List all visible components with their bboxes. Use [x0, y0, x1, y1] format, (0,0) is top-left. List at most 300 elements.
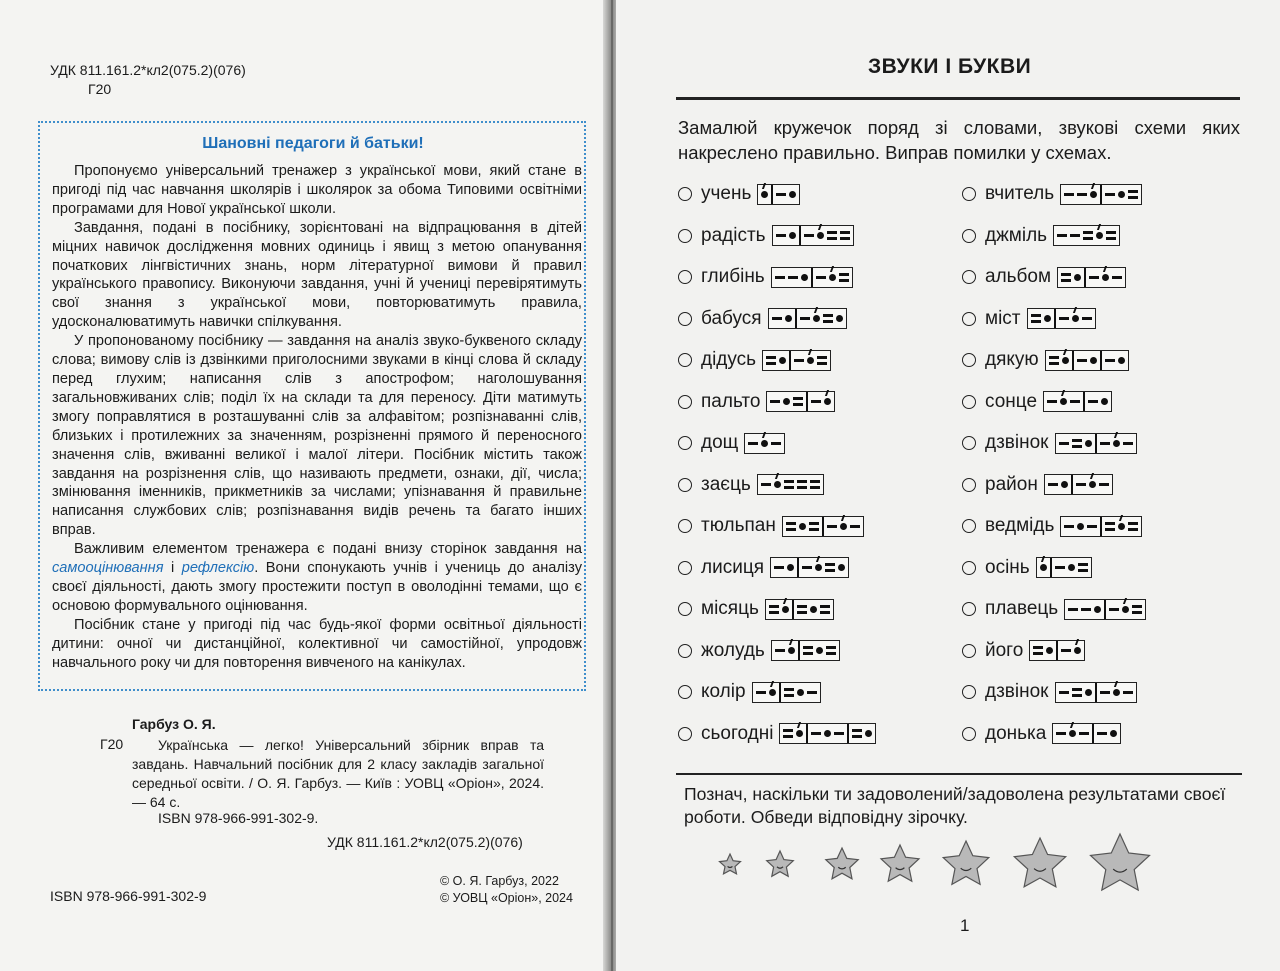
highlight-self-assessment: самооцінювання	[52, 560, 164, 577]
scheme-symbol-dot	[1118, 357, 1125, 364]
preface-paragraph: У пропонованому посібнику — завдання на аналіз звуко-буквеного складу слова; вимову слів із дзвінкими приголосними звуками в кінці слова й складу перед глухим; написання слів з апострофом; наголошування загальновживаних слів; поділ їх на склади та для переносу. Діти матимуть змогу поправлятися в розташуванні слів за алфавітом; розпізнаванні слів, близьких і протилежних за значенням, розрізненні прямого й переносного значення слів, вживанні великої і малої літери. Посібник містить також завдання на розрізнення слів, що називають предмети, ознаки, дії, числа; змінювання іменників, прикметників за числами; упізнавання й правильне написання службових слів; розпізнавання видів речень та багато інших вправ.	[52, 333, 582, 539]
sound-scheme[interactable]	[771, 267, 853, 288]
scheme-symbol-bar	[795, 309, 797, 328]
word-label: дзвінок	[985, 432, 1049, 453]
word-item	[962, 265, 1126, 289]
scheme-symbol-dash	[776, 193, 786, 196]
scheme-symbol-bar	[806, 724, 808, 743]
word-label: джміль	[985, 224, 1048, 246]
scheme-symbol-acc	[1122, 606, 1129, 613]
scheme-symbol-eq	[810, 480, 820, 489]
rating-star-icon[interactable]	[1014, 838, 1065, 887]
scheme-symbol-eq	[786, 522, 796, 531]
udk-code-bottom: УДК 811.161.2*кл2(075.2)(076)	[327, 834, 523, 850]
scheme-symbol-dot	[816, 647, 823, 654]
word-item	[962, 514, 1142, 538]
sound-scheme[interactable]	[757, 474, 824, 495]
answer-circle[interactable]	[678, 685, 692, 699]
scheme-symbol-dot	[797, 689, 804, 696]
scheme-symbol-acc	[782, 606, 789, 613]
scheme-symbol-dot	[1068, 564, 1075, 571]
word-item	[678, 431, 785, 455]
word-item	[962, 722, 1121, 746]
index-code-bottom: Г20	[100, 736, 124, 752]
scheme-symbol-eq	[1061, 273, 1071, 282]
word-item	[678, 348, 831, 372]
word-item	[678, 597, 834, 621]
sound-scheme[interactable]	[1064, 599, 1146, 620]
copyright-publisher: © УОВЦ «Оріон», 2024	[440, 891, 573, 905]
answer-circle[interactable]	[678, 519, 692, 533]
sound-scheme[interactable]	[752, 682, 821, 703]
rating-star-icon[interactable]	[943, 841, 989, 884]
task-instruction: Замалюй кружечок поряд зі словами, звукові схеми яких накреслено правильно. Виправ помилки у схемах.	[678, 117, 1240, 163]
scheme-symbol-dash	[1123, 442, 1133, 445]
answer-circle[interactable]	[678, 312, 692, 326]
scheme-symbol-bar	[1100, 351, 1102, 370]
scheme-symbol-acc	[840, 523, 847, 530]
sound-scheme[interactable]	[765, 599, 834, 620]
rating-stars	[700, 820, 1240, 910]
word-label: його	[985, 639, 1024, 661]
answer-circle[interactable]	[678, 270, 692, 284]
scheme-symbol-acc	[1102, 274, 1109, 281]
scheme-symbol-dot	[1090, 357, 1097, 364]
scheme-symbol-dash	[1047, 400, 1057, 403]
answer-circle[interactable]	[962, 602, 976, 616]
scheme-symbol-eq	[1078, 563, 1088, 572]
scheme-symbol-dash	[1109, 608, 1119, 611]
scheme-symbol-acc	[807, 357, 814, 364]
scheme-symbol-dash	[788, 276, 798, 279]
sound-scheme[interactable]	[762, 350, 831, 371]
scheme-symbol-dash	[771, 442, 781, 445]
answer-circle[interactable]	[678, 727, 692, 741]
answer-circle[interactable]	[678, 644, 692, 658]
answer-circle[interactable]	[962, 436, 976, 450]
sound-scheme[interactable]	[1036, 557, 1092, 578]
word-item	[962, 597, 1146, 621]
scheme-symbol-bar	[1095, 434, 1097, 453]
scheme-symbol-dot	[865, 730, 872, 737]
word-label: вчитель	[985, 183, 1055, 204]
copyright-author: © О. Я. Гарбуз, 2022	[440, 874, 559, 888]
word-item	[678, 680, 821, 704]
scheme-symbol-bar	[789, 351, 791, 370]
scheme-symbol-dash	[1100, 442, 1110, 445]
word-item	[678, 390, 835, 414]
scheme-symbol-dash	[850, 525, 860, 528]
scheme-symbol-acc	[1074, 647, 1081, 654]
scheme-symbol-eq	[827, 231, 837, 240]
scheme-symbol-acc	[788, 647, 795, 654]
scheme-symbol-dot	[799, 523, 806, 530]
scheme-symbol-dash	[1123, 691, 1133, 694]
word-item	[678, 639, 840, 663]
scheme-symbol-acc	[813, 315, 820, 322]
scheme-symbol-dash	[827, 525, 837, 528]
sound-scheme[interactable]	[1044, 474, 1113, 495]
scheme-symbol-eq	[1105, 522, 1115, 531]
word-label: радість	[701, 224, 766, 246]
scheme-symbol-dot	[1061, 481, 1068, 488]
word-item	[962, 390, 1112, 414]
rating-star-icon[interactable]	[720, 854, 741, 874]
scheme-symbol-bar	[847, 724, 849, 743]
answer-circle[interactable]	[678, 602, 692, 616]
scheme-symbol-bar	[1050, 558, 1052, 577]
scheme-symbol-eq	[1049, 356, 1059, 365]
answer-circle[interactable]	[962, 312, 976, 326]
word-label: донька	[985, 722, 1047, 744]
scheme-symbol-acc	[769, 689, 776, 696]
scheme-symbol-dash	[807, 691, 817, 694]
sound-scheme[interactable]	[1053, 225, 1120, 246]
scheme-symbol-eq	[1031, 314, 1041, 323]
scheme-symbol-eq	[1128, 522, 1138, 531]
word-label: заєць	[701, 473, 751, 495]
answer-circle[interactable]	[678, 187, 692, 201]
scheme-symbol-dot	[810, 606, 817, 613]
sound-scheme[interactable]	[766, 391, 835, 412]
scheme-symbol-acc	[1113, 440, 1120, 447]
index-code-top: Г20	[88, 81, 112, 97]
scheme-symbol-bar	[1092, 724, 1094, 743]
scheme-symbol-dash	[834, 732, 844, 735]
scheme-symbol-dash	[1087, 525, 1097, 528]
scheme-symbol-acc	[796, 730, 803, 737]
section-title: ЗВУКИ І БУКВИ	[868, 55, 1032, 78]
scheme-symbol-bar	[822, 517, 824, 536]
scheme-symbol-dot	[789, 232, 796, 239]
scheme-symbol-eq	[1132, 605, 1142, 614]
scheme-symbol-acc	[817, 232, 824, 239]
scheme-symbol-dash	[772, 317, 782, 320]
scheme-symbol-dash	[1081, 608, 1091, 611]
scheme-symbol-bar	[1084, 268, 1086, 287]
title-rule	[676, 97, 1240, 100]
isbn-line: ISBN 978-966-991-302-9.	[158, 810, 319, 826]
scheme-symbol-dash	[1059, 317, 1069, 320]
word-item	[678, 556, 849, 580]
scheme-symbol-bar	[1100, 185, 1102, 204]
scheme-symbol-dash	[1064, 525, 1074, 528]
answer-circle[interactable]	[678, 478, 692, 492]
answer-circle[interactable]	[962, 353, 976, 367]
self-assessment-rule	[676, 773, 1242, 775]
sound-scheme[interactable]	[771, 640, 840, 661]
scheme-symbol-eq	[1106, 231, 1116, 240]
scheme-symbol-bar	[799, 226, 801, 245]
scheme-symbol-dot	[785, 315, 792, 322]
scheme-symbol-acc	[1040, 564, 1047, 571]
sound-scheme[interactable]	[779, 723, 876, 744]
scheme-symbol-dash	[800, 317, 810, 320]
sound-scheme[interactable]	[1029, 640, 1085, 661]
scheme-symbol-eq	[784, 688, 794, 697]
sound-scheme[interactable]	[782, 516, 864, 537]
scheme-symbol-bar	[779, 683, 781, 702]
scheme-symbol-dash	[1089, 276, 1099, 279]
word-label: осінь	[985, 556, 1030, 578]
word-label: сонце	[985, 390, 1038, 412]
answer-circle[interactable]	[962, 561, 976, 575]
scheme-symbol-bar	[1072, 351, 1074, 370]
word-item	[678, 224, 854, 248]
scheme-symbol-acc	[829, 274, 836, 281]
scheme-symbol-dot	[1085, 689, 1092, 696]
scheme-symbol-dot	[779, 357, 786, 364]
scheme-symbol-eq	[823, 314, 833, 323]
scheme-symbol-bar	[792, 600, 794, 619]
sound-scheme[interactable]	[1027, 308, 1096, 329]
scheme-symbol-dash	[794, 359, 804, 362]
sound-scheme[interactable]	[1055, 682, 1137, 703]
rating-star-icon[interactable]	[1091, 834, 1150, 890]
word-item	[678, 473, 824, 497]
sound-scheme[interactable]	[1057, 267, 1126, 288]
word-label: жолудь	[701, 639, 765, 661]
scheme-symbol-bar	[1056, 641, 1058, 660]
scheme-symbol-dash	[1059, 442, 1069, 445]
scheme-symbol-eq	[797, 605, 807, 614]
sound-scheme[interactable]	[768, 308, 847, 329]
word-label: дощ	[701, 432, 739, 453]
preface-title: Шановні педагоги й батьки!	[202, 135, 424, 152]
word-label: колір	[701, 681, 746, 702]
scheme-symbol-dash	[1100, 691, 1110, 694]
scheme-symbol-dot	[836, 315, 843, 322]
scheme-symbol-acc	[761, 440, 768, 447]
answer-circle[interactable]	[962, 229, 976, 243]
scheme-symbol-eq	[817, 356, 827, 365]
word-item	[962, 556, 1092, 580]
scheme-symbol-dot	[801, 274, 808, 281]
preface-text	[52, 162, 582, 672]
scheme-symbol-dot	[1094, 606, 1101, 613]
answer-circle[interactable]	[678, 353, 692, 367]
scheme-symbol-dot	[787, 564, 794, 571]
scheme-symbol-dot	[838, 564, 845, 571]
scheme-symbol-dot	[783, 398, 790, 405]
sound-scheme[interactable]	[757, 184, 800, 205]
scheme-symbol-dash	[1079, 732, 1089, 735]
scheme-symbol-bar	[811, 268, 813, 287]
scheme-symbol-dash	[761, 483, 771, 486]
sound-scheme[interactable]	[1045, 350, 1129, 371]
scheme-symbol-dot	[1101, 398, 1108, 405]
scheme-symbol-eq	[1083, 231, 1093, 240]
scheme-symbol-dash	[774, 566, 784, 569]
scheme-symbol-dot	[789, 191, 796, 198]
sound-scheme[interactable]	[772, 225, 854, 246]
scheme-symbol-dash	[775, 649, 785, 652]
word-label: дідусь	[701, 349, 757, 370]
scheme-symbol-dash	[1076, 483, 1086, 486]
answer-circle[interactable]	[678, 436, 692, 450]
scheme-symbol-bar	[771, 185, 773, 204]
rating-star-icon[interactable]	[826, 848, 858, 879]
scheme-symbol-bar	[1054, 309, 1056, 328]
scheme-symbol-dot	[1118, 191, 1125, 198]
scheme-symbol-dash	[1070, 400, 1080, 403]
scheme-symbol-eq	[820, 605, 830, 614]
scheme-symbol-eq	[793, 397, 803, 406]
answer-circle[interactable]	[678, 561, 692, 575]
answer-circle[interactable]	[962, 270, 976, 284]
scheme-symbol-dash	[1048, 483, 1058, 486]
scheme-symbol-dash	[1097, 732, 1107, 735]
scheme-symbol-eq	[1128, 190, 1138, 199]
sound-scheme[interactable]	[1052, 723, 1121, 744]
answer-circle[interactable]	[678, 395, 692, 409]
scheme-symbol-eq	[797, 480, 807, 489]
scheme-symbol-dot	[1077, 523, 1084, 530]
left-page	[0, 0, 608, 971]
word-item	[962, 224, 1120, 248]
scheme-symbol-acc	[824, 398, 831, 405]
word-item	[962, 473, 1113, 497]
scheme-symbol-acc	[1096, 232, 1103, 239]
scheme-symbol-dash	[775, 276, 785, 279]
scheme-symbol-acc	[815, 564, 822, 571]
word-label: міст	[985, 307, 1021, 329]
word-label: ведмідь	[985, 515, 1055, 536]
scheme-symbol-eq	[840, 231, 850, 240]
scheme-symbol-dash	[770, 400, 780, 403]
scheme-symbol-dash	[1057, 234, 1067, 237]
word-item	[962, 348, 1129, 372]
scheme-symbol-dot	[1044, 315, 1051, 322]
word-label: учень	[701, 183, 752, 204]
answer-circle[interactable]	[962, 395, 976, 409]
scheme-symbol-eq	[766, 356, 776, 365]
scheme-symbol-dash	[1077, 193, 1087, 196]
word-label: місяць	[701, 598, 759, 619]
scheme-symbol-eq	[784, 480, 794, 489]
sound-scheme[interactable]	[1043, 391, 1112, 412]
scheme-symbol-dash	[748, 442, 758, 445]
word-item	[678, 722, 876, 746]
rating-star-icon[interactable]	[881, 845, 919, 881]
scheme-symbol-bar	[1095, 683, 1097, 702]
word-label: дякую	[985, 349, 1039, 370]
preface-paragraph: Пропонуємо універсальний тренажер з української мови, який стане в пригоді під час навчання школярів і школярок за обома Типовими освітніми програмами для Нової української школи.	[52, 163, 582, 217]
scheme-symbol-dot	[1046, 647, 1053, 654]
word-label: альбом	[985, 266, 1052, 287]
answer-circle[interactable]	[962, 727, 976, 741]
word-item	[962, 307, 1096, 331]
sound-scheme[interactable]	[1060, 184, 1142, 205]
scheme-symbol-acc	[1113, 689, 1120, 696]
scheme-symbol-eq	[825, 563, 835, 572]
word-label: пальто	[701, 390, 761, 412]
sound-scheme[interactable]	[770, 557, 849, 578]
highlight-reflection: рефлексію	[181, 560, 255, 577]
scheme-symbol-dash	[1082, 317, 1092, 320]
scheme-symbol-eq	[839, 273, 849, 282]
scheme-symbol-acc	[1090, 191, 1097, 198]
scheme-symbol-acc	[1089, 481, 1096, 488]
scheme-symbol-acc	[774, 481, 781, 488]
answer-circle[interactable]	[962, 644, 976, 658]
scheme-symbol-eq	[783, 729, 793, 738]
word-item	[678, 514, 864, 538]
answer-circle[interactable]	[678, 229, 692, 243]
word-label: район	[985, 473, 1038, 495]
scheme-symbol-dash	[1112, 276, 1122, 279]
scheme-symbol-dash	[811, 400, 821, 403]
scheme-symbol-dash	[1068, 608, 1078, 611]
scheme-symbol-dash	[1077, 359, 1087, 362]
word-item	[962, 680, 1137, 704]
sound-scheme[interactable]	[1055, 433, 1137, 454]
scheme-symbol-acc	[1118, 523, 1125, 530]
self-assessment-text: Познач, наскільки ти задоволений/задоволена результатами своєї роботи. Обведи відповідну зірочку.	[684, 784, 1226, 827]
scheme-symbol-bar	[1071, 475, 1073, 494]
isbn-footer: ISBN 978-966-991-302-9	[50, 888, 207, 904]
answer-circle[interactable]	[962, 685, 976, 699]
answer-circle[interactable]	[962, 519, 976, 533]
word-item	[678, 265, 853, 289]
scheme-symbol-dash	[1070, 234, 1080, 237]
preface-paragraph: Важливим елементом тренажера є подані внизу сторінок завдання на самооцінювання і рефлексію. Вони спонукають учнів і учениць до аналізу своєї діяльності, дають змогу простежити поступ в оволодінні темами, що є основою формувального оцінювання.	[52, 541, 582, 614]
scheme-symbol-bar	[1083, 392, 1085, 411]
scheme-symbol-bar	[806, 392, 808, 411]
preface-paragraph: Завдання, подані в посібнику, зорієнтовані на відпрацювання в дітей міцних навичок дослідження мовних одиниць і явищ з метою опанування початкових лінгвістичних знань, норм літературної вимови й правил українського правопису. Виконуючи завдання, учні й учениці перевірятимуть свої знання з української мови, повторюватимуть правила, удосконалюватимуть навички спілкування.	[52, 219, 582, 331]
word-label: дзвінок	[985, 681, 1049, 702]
bibliographic-description: Українська — легко! Універсальний збірник вправ та завдань. Навчальний посібник для 2 класу закладів загальної середньої освіти. / О. Я. Гарбуз. — Київ : УОВЦ «Оріон», 2024. — 64 с.	[132, 737, 544, 810]
scheme-symbol-eq	[769, 605, 779, 614]
scheme-symbol-dot	[1110, 730, 1117, 737]
word-label: лисиця	[701, 556, 764, 578]
answer-circle[interactable]	[962, 187, 976, 201]
word-label: бабуся	[701, 307, 762, 329]
scheme-symbol-dash	[802, 566, 812, 569]
scheme-symbol-dash	[804, 234, 814, 237]
word-label: тюльпан	[701, 515, 776, 536]
scheme-symbol-acc	[1060, 398, 1067, 405]
scheme-symbol-dot	[1074, 274, 1081, 281]
scheme-symbol-dash	[1105, 193, 1115, 196]
word-label: сьогодні	[701, 722, 774, 744]
scheme-symbol-bar	[798, 641, 800, 660]
scheme-symbol-bar	[1104, 600, 1106, 619]
scheme-symbol-dash	[1055, 566, 1065, 569]
scheme-symbol-eq	[809, 522, 819, 531]
author-name: Гарбуз О. Я.	[132, 716, 216, 732]
word-item	[962, 182, 1142, 206]
scheme-symbol-dash	[811, 732, 821, 735]
scheme-symbol-bar	[1100, 517, 1102, 536]
sound-scheme[interactable]	[1060, 516, 1142, 537]
word-item	[678, 182, 800, 206]
answer-circle[interactable]	[962, 478, 976, 492]
scheme-symbol-acc	[1069, 730, 1076, 737]
scheme-symbol-acc	[1072, 315, 1079, 322]
scheme-symbol-eq	[1033, 646, 1043, 655]
rating-star-icon[interactable]	[767, 851, 794, 876]
scheme-symbol-acc	[761, 191, 768, 198]
sound-scheme[interactable]	[744, 433, 785, 454]
scheme-symbol-eq	[803, 646, 813, 655]
preface-paragraph: Посібник стане у пригоді під час будь-якої форми освітньої діяльності дитини: очної чи дистанційної, колективної чи самостійної, упродовж навчального року чи для повторення вивченого на канікулах.	[52, 616, 582, 671]
scheme-symbol-dash	[1099, 483, 1109, 486]
scheme-symbol-eq	[852, 729, 862, 738]
scheme-symbol-dash	[1088, 400, 1098, 403]
udk-code-top: УДК 811.161.2*кл2(075.2)(076)	[50, 62, 246, 78]
scheme-symbol-dash	[1064, 193, 1074, 196]
